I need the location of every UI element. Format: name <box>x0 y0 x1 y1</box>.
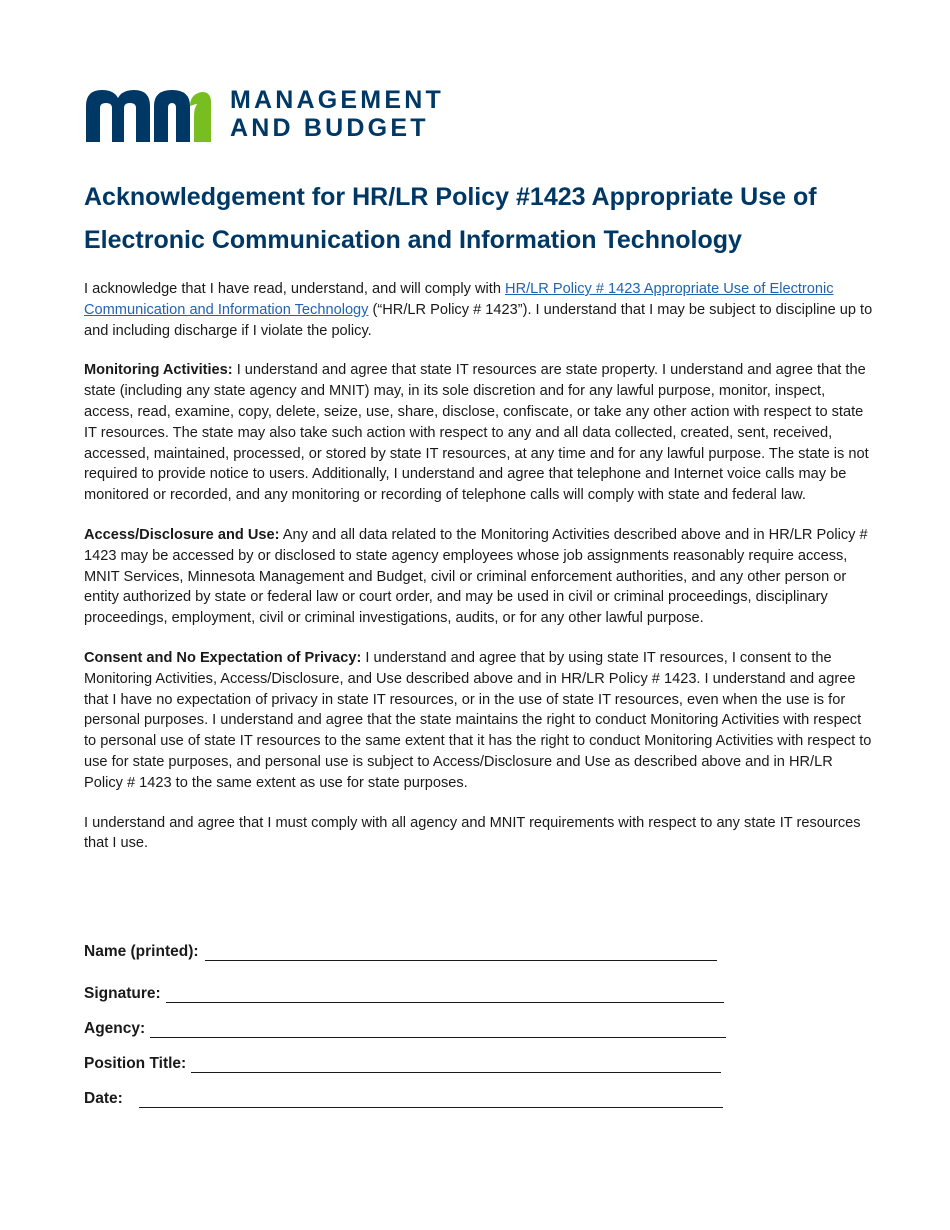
agency-line[interactable] <box>150 1019 726 1038</box>
name-line[interactable] <box>205 942 717 961</box>
signature-line[interactable] <box>166 984 724 1003</box>
intro-paragraph <box>84 279 874 341</box>
logo-line-1: MANAGEMENT <box>230 86 444 114</box>
position-title-line[interactable] <box>191 1054 721 1073</box>
monitoring-paragraph <box>84 360 874 506</box>
consent-paragraph <box>84 648 874 794</box>
access-paragraph <box>84 525 874 629</box>
signature-label: Signature: <box>84 985 161 1002</box>
position-title-label: Position Title: <box>84 1055 187 1072</box>
signature-row <box>84 984 724 1003</box>
mn-logo-mark <box>84 86 212 142</box>
document-body <box>84 279 874 873</box>
consent-text: I understand and agree that by using state IT resources, I consent to the Monitoring Activities, Access/Disclosure, and Use described above and in HR/LR Policy # 1423. I understand and agree that I have no expectation of privacy in state IT resources, or in the use of state IT resources, even when the use is for personal purposes. I understand and agree that the state maintains the right to conduct Monitoring Activities with respect to personal use of state IT resources to the same extent that it has the right to conduct Monitoring Activities with respect to use for state purposes, and personal use is subject to Access/Disclosure and Use as described above and in HR/LR Policy # 1423 to the same extent as use for state purposes. <box>84 649 872 791</box>
monitoring-text: I understand and agree that state IT resources are state property. I understand and agree that the state (including any state agency and MNIT) may, in its sole discretion and for any lawful purpose, monitor, inspect, access, read, examine, copy, delete, seize, use, share, disclose, confiscate, or take any other action with respect to state IT resources. The state may also take such action with respect to any and all data collected, created, sent, received, accessed, maintained, processed, or stored by state IT resources, at any time and for any lawful purpose. The state is not required to provide notice to users. Additionally, I understand and agree that telephone and Internet voice calls may be monitored or recorded, and any monitoring or recording of telephone calls will comply with state and federal law. <box>84 362 869 504</box>
monitoring-heading: Monitoring Activities: <box>84 362 233 379</box>
policy-link[interactable]: HR/LR Policy # 1423 Appropriate Use of Electronic Communication and Information Technology <box>84 281 834 318</box>
date-row <box>84 1089 723 1108</box>
name-label: Name (printed): <box>84 943 199 960</box>
access-text: Any and all data related to the Monitoring Activities described above and in HR/LR Policy # 1423 may be accessed by or disclosed to state agency employees whose job assignments reasonably require access, MNIT Services, Minnesota Management and Budget, civil or criminal enforcement authorities, and any other person or entity authorized by state or federal law or court order, and may be used in civil or criminal proceedings, disciplinary proceedings, employment, civil or criminal investigations, audits, or for any other lawful purpose. <box>84 526 868 627</box>
date-line[interactable] <box>139 1089 723 1108</box>
consent-heading: Consent and No Expectation of Privacy: <box>84 649 362 666</box>
agency-row <box>84 1019 726 1038</box>
name-row <box>84 942 717 961</box>
logo-line-2: AND BUDGET <box>230 114 429 142</box>
date-label: Date: <box>84 1090 123 1107</box>
position-title-row <box>84 1054 721 1073</box>
access-heading: Access/Disclosure and Use: <box>84 526 280 543</box>
mmb-logo <box>84 84 444 144</box>
intro-after-link: (“HR/LR Policy # 1423”). I understand that I may be subject to discipline up to and including discharge if I violate the policy. <box>84 301 873 339</box>
intro-before-link: I acknowledge that I have read, understand, and will comply with <box>84 281 506 297</box>
logo-text <box>230 86 444 142</box>
closing-paragraph: I understand and agree that I must comply with all agency and MNIT requirements with respect to any state IT resources that I use. <box>84 814 861 852</box>
document-title: Acknowledgement for HR/LR Policy #1423 Appropriate Use of Electronic Communication and Information Technology <box>84 183 817 254</box>
agency-label: Agency: <box>84 1020 146 1037</box>
